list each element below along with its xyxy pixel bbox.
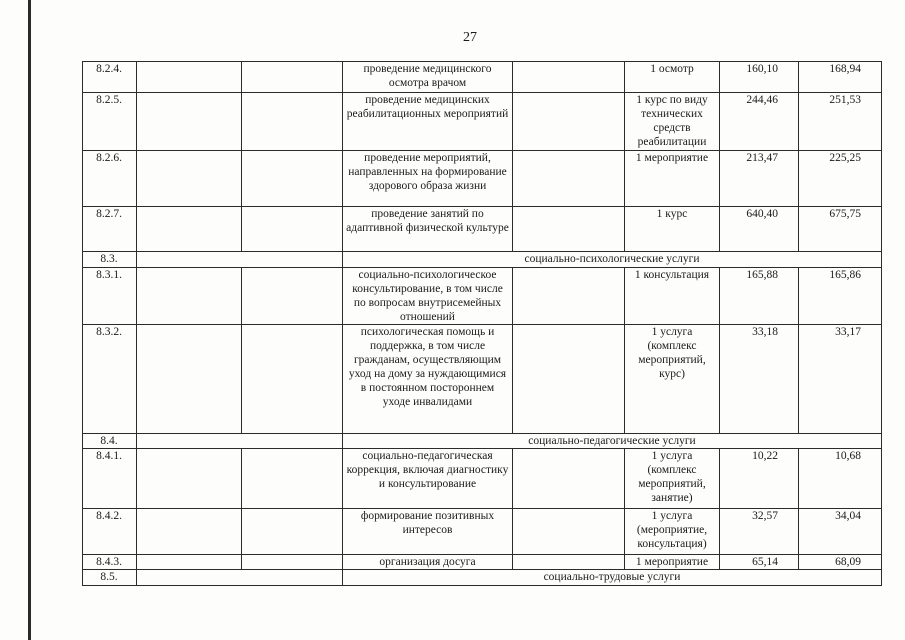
empty-cell [242,509,343,555]
service-name: организация досуга [343,555,513,570]
section-row [83,570,882,586]
empty-cell [137,570,343,586]
table-row [83,449,882,509]
section-title: социально-трудовые услуги [343,570,882,586]
tariff-value-2: 10,68 [799,449,882,509]
row-code: 8.2.4. [83,62,137,93]
empty-cell [242,93,343,151]
empty-cell [137,93,242,151]
service-name: проведение мероприятий, направленных на формирование здорового образа жизни [343,151,513,207]
table-row [83,555,882,570]
section-title: социально-психологические услуги [343,252,882,268]
section-row [83,434,882,449]
empty-cell [137,252,343,268]
empty-cell [513,62,625,93]
row-code: 8.4.1. [83,449,137,509]
service-name: проведение медицинских реабилитационных мероприятий [343,93,513,151]
service-unit: 1 мероприятие [625,151,720,207]
service-name: проведение медицинского осмотра врачом [343,62,513,93]
empty-cell [513,555,625,570]
empty-cell [137,62,242,93]
table-row [83,509,882,555]
section-row [83,252,882,268]
row-code: 8.4.2. [83,509,137,555]
empty-cell [137,268,242,325]
section-code: 8.4. [83,434,137,449]
empty-cell [513,207,625,252]
service-name: психологическая помощь и поддержка, в том числе гражданам, осуществляющим уход на дому за нуждающимися в постоянном постороннем уходе инвалидами [343,325,513,434]
service-name: социально-педагогическая коррекция, включая диагностику и консультирование [343,449,513,509]
tariff-table [82,61,882,586]
empty-cell [513,509,625,555]
table-row [83,62,882,93]
empty-cell [137,325,242,434]
tariff-value-1: 32,57 [720,509,799,555]
tariff-value-2: 165,86 [799,268,882,325]
row-code: 8.2.7. [83,207,137,252]
tariff-value-1: 65,14 [720,555,799,570]
empty-cell [513,93,625,151]
empty-cell [242,268,343,325]
section-title: социально-педагогические услуги [343,434,882,449]
tariff-value-1: 244,46 [720,93,799,151]
empty-cell [137,434,343,449]
empty-cell [137,449,242,509]
empty-cell [242,62,343,93]
service-unit: 1 услуга (мероприятие, консультация) [625,509,720,555]
tariff-value-1: 213,47 [720,151,799,207]
row-code: 8.3.2. [83,325,137,434]
service-unit: 1 курс по виду технических средств реабилитации [625,93,720,151]
empty-cell [242,207,343,252]
table-row [83,207,882,252]
row-code: 8.4.3. [83,555,137,570]
row-code: 8.3.1. [83,268,137,325]
tariff-value-1: 10,22 [720,449,799,509]
tariff-value-2: 168,94 [799,62,882,93]
empty-cell [137,509,242,555]
tariff-value-1: 160,10 [720,62,799,93]
empty-cell [137,555,242,570]
service-unit: 1 услуга (комплекс мероприятий, занятие) [625,449,720,509]
empty-cell [513,449,625,509]
tariff-value-1: 640,40 [720,207,799,252]
row-code: 8.2.6. [83,151,137,207]
tariff-value-2: 251,53 [799,93,882,151]
tariff-value-2: 225,25 [799,151,882,207]
section-code: 8.3. [83,252,137,268]
tariff-value-1: 33,18 [720,325,799,434]
service-unit: 1 консультация [625,268,720,325]
service-name: проведение занятий по адаптивной физической культуре [343,207,513,252]
empty-cell [137,151,242,207]
table-row [83,325,882,434]
empty-cell [242,555,343,570]
empty-cell [242,449,343,509]
service-name: формирование позитивных интересов [343,509,513,555]
tariff-value-2: 34,04 [799,509,882,555]
empty-cell [242,325,343,434]
empty-cell [513,151,625,207]
section-code: 8.5. [83,570,137,586]
page-edge-shadow [28,0,31,640]
page-number: 27 [463,30,477,45]
service-name: социально-психологическое консультирование, в том числе по вопросам внутрисемейных отношений [343,268,513,325]
table-row [83,268,882,325]
service-unit: 1 мероприятие [625,555,720,570]
tariff-value-2: 675,75 [799,207,882,252]
service-unit: 1 курс [625,207,720,252]
service-unit: 1 услуга (комплекс мероприятий, курс) [625,325,720,434]
row-code: 8.2.5. [83,93,137,151]
empty-cell [137,207,242,252]
empty-cell [513,325,625,434]
service-unit: 1 осмотр [625,62,720,93]
empty-cell [242,151,343,207]
empty-cell [513,268,625,325]
table-row [83,93,882,151]
tariff-value-2: 33,17 [799,325,882,434]
table-row [83,151,882,207]
tariff-value-2: 68,09 [799,555,882,570]
tariff-value-1: 165,88 [720,268,799,325]
